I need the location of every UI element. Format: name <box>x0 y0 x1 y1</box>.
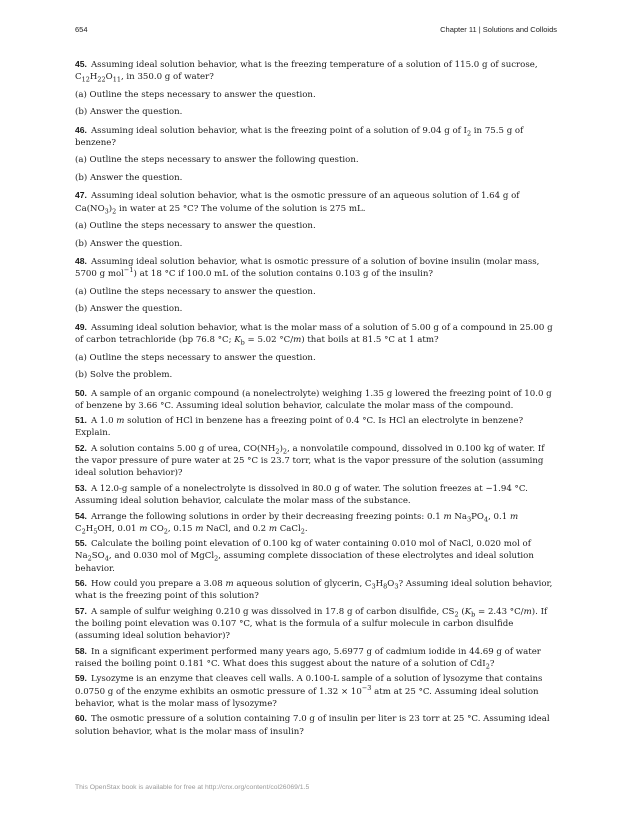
question-51: 51. A 1.0 m solution of HCl in benzene has a freezing point of 0.4 °C. Is HCl an electrolyte in benzene? Explain. <box>75 415 524 439</box>
question-54: 54. Arrange the following solutions in order by their decreasing freezing points: 0.1 m $Na_3PO_4$, 0.1 m $C_2H_5OH$, 0.01 m $CO_2$, 0.15 m NaCl, and 0.2 m CaCl$_2$. <box>75 510 519 536</box>
question-56: 56. How could you prepare a 3.08 m aqueous solution of glycerin, $C_3H_8O_3$? Assuming ideal solution behavior, what is the freezing point of this solution? <box>75 578 553 602</box>
question-number: 45. <box>75 59 87 69</box>
question-50: 50. A sample of an organic compound (a nonelectrolyte) weighing 1.35 g lowered the freezing point of 10.0 g of benzene by 3.66 °C. Assuming ideal solution behavior, calculate the molar mass of the compound. <box>75 387 552 411</box>
question-49-part-a: (a) Outline the steps necessary to answer the question. <box>75 352 316 363</box>
question-53: 53. A 12.0-g sample of a nonelectrolyte is dissolved in 80.0 g of water. The solution freezes at −1.94 °C. Assuming ideal solution behavior, calculate the molar mass of the substance. <box>75 482 528 507</box>
question-60: 60. The osmotic pressure of a solution containing 7.0 g of insulin per liter is 23 torr at 25 °C. Assuming ideal solution behavior, what is the molar mass of insulin? <box>75 713 550 737</box>
question-number: 51. <box>75 415 87 426</box>
question-48: 48. Assuming ideal solution behavior, what is osmotic pressure of a solution of bovine insulin (molar mass, 5700 g mol$^{-1}$) at 18 °C if 100.0 mL of the solution contains 0.103 g of the insulin? <box>75 256 540 280</box>
question-47-part-a: (a) Outline the steps necessary to answer the question. <box>75 221 316 232</box>
question-number: 60. <box>75 713 87 724</box>
question-49: 49. Assuming ideal solution behavior, what is the molar mass of a solution of 5.00 g of a compound in 25.00 g of carbon tetrachloride (bp 76.8 °C; $K_b = 5.02$ °C/m) that boils at 81.5 °C at 1 atm? <box>75 321 553 347</box>
question-46-part-a: (a) Outline the steps necessary to answer the following question. <box>75 155 359 166</box>
question-59: 59. Lysozyme is an enzyme that cleaves cell walls. A 0.100-L sample of a solution of lysozyme that contains 0.0750 g of the enzyme exhibits an osmotic pressure of $1.32 \times 10^{-3}$ atm at 25 °C. Assuming ideal solution behavior, what is the molar mass of lysozyme? <box>75 673 543 709</box>
question-number: 53. <box>75 482 87 493</box>
question-number: 56. <box>75 578 87 589</box>
question-46-part-b: (b) Answer the question. <box>75 172 183 183</box>
footer-attribution: This OpenStax book is available for free at http://cnx.org/content/col26069/1.5 <box>75 784 310 791</box>
question-45: 45. Assuming ideal solution behavior, what is the freezing temperature of a solution of 115.0 g of sucrose, $C_{12}H_{22}O_{11}$, in 350.0 g of water? <box>75 59 538 84</box>
question-49-part-b: (b) Solve the problem. <box>75 370 173 381</box>
question-number: 49. <box>75 321 87 332</box>
question-number: 55. <box>75 538 87 549</box>
question-number: 46. <box>75 124 87 135</box>
question-55: 55. Calculate the boiling point elevation of 0.100 kg of water containing 0.010 mol of NaCl, 0.020 mol of $Na_2SO_4$, and 0.030 mol of MgCl$_2$, assuming complete dissociation of these electrolytes and ideal solution behavior. <box>75 538 534 574</box>
question-number: 52. <box>75 442 87 453</box>
question-45-part-a: (a) Outline the steps necessary to answer the question. <box>75 89 316 100</box>
chapter-header: Chapter 11 | Solutions and Colloids <box>440 25 557 34</box>
question-47: 47. Assuming ideal solution behavior, what is the osmotic pressure of an aqueous solution of 1.64 g of $Ca(NO_3)_2$ in water at 25 °C? The volume of the solution is 275 mL. <box>75 190 520 216</box>
question-48-part-b: (b) Answer the question. <box>75 304 183 315</box>
question-number: 54. <box>75 510 87 521</box>
question-number: 59. <box>75 673 87 684</box>
question-52: 52. A solution contains 5.00 g of urea, $CO(NH_2)_2$, a nonvolatile compound, dissolved in 0.100 kg of water. If the vapor pressure of pure water at 25 °C is 23.7 torr, what is the vapor pressure of the solution (assuming ideal solution behavior)? <box>75 442 545 479</box>
question-47-part-b: (b) Answer the question. <box>75 238 183 249</box>
question-number: 50. <box>75 387 87 398</box>
question-46: 46. Assuming ideal solution behavior, what is the freezing point of a solution of 9.04 g of $I_2$ in 75.5 g of benzene? <box>75 124 524 148</box>
question-number: 58. <box>75 645 87 656</box>
question-48-part-a: (a) Outline the steps necessary to answer the question. <box>75 286 316 297</box>
question-45-part-b: (b) Answer the question. <box>75 107 183 118</box>
exercise-list <box>75 58 559 740</box>
question-number: 47. <box>75 190 87 201</box>
question-58: 58. In a significant experiment performed many years ago, 5.6977 g of cadmium iodide in 44.69 g of water raised the boiling point 0.181 °C. What does this suggest about the nature of a solution of CdI$_2$? <box>75 645 541 671</box>
question-number: 48. <box>75 256 87 267</box>
question-57: 57. A sample of sulfur weighing 0.210 g was dissolved in 17.8 g of carbon disulfide, $CS_2$ ($K_b = 2.43$ °C/m). If the boiling point elevation was 0.107 °C, what is the formula of a sulfur molecule in carbon disulfide (assuming ideal solution behavior)? <box>75 605 548 642</box>
question-number: 57. <box>75 605 87 616</box>
page-number: 654 <box>75 25 88 34</box>
